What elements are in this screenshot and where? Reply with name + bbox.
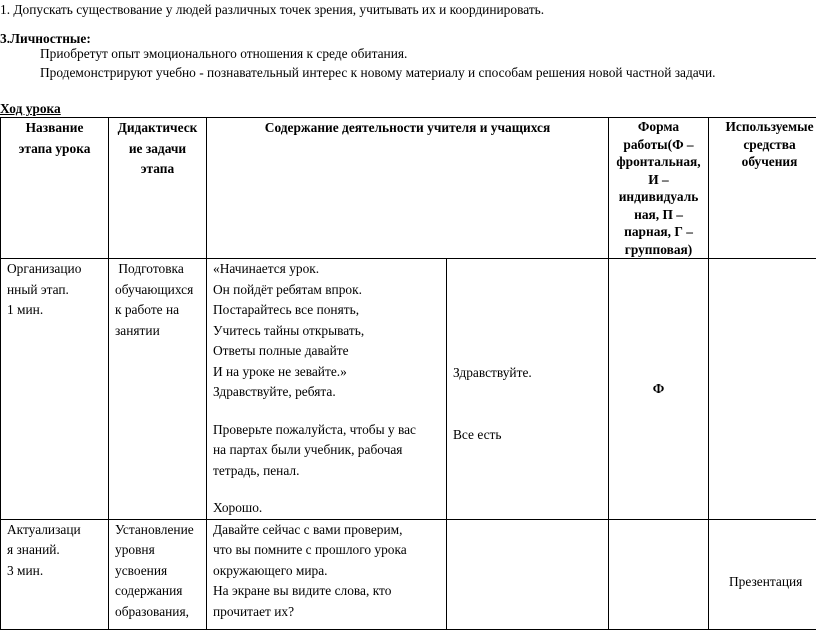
row1-means <box>709 259 816 520</box>
row2-students <box>447 519 609 629</box>
header-content: Содержание деятельности учителя и учащихся <box>207 118 609 259</box>
header-form: Форма работы(Ф – фронтальная, И – индивидуаль ная, П – парная, Г – групповая) <box>609 118 709 259</box>
intro-line-1: 1. Допускать существование у людей различных точек зрения, учитывать их и координировать. <box>0 0 544 20</box>
table-row <box>1 519 816 629</box>
table-row <box>1 259 816 520</box>
header-means: Используемые средства обучения <box>709 118 816 259</box>
row2-teacher: Давайте сейчас с вами проверим, что вы помните с прошлого урока окружающего мира. На экране вы видите слова, кто прочитает их? <box>207 519 447 629</box>
row1-stage: Организацио нный этап. 1 мин. <box>1 259 109 520</box>
row1-form: Ф <box>609 259 709 520</box>
row1-tasks: Подготовка обучающихся к работе на занятии <box>109 259 207 520</box>
row1-students: Здравствуйте. Все есть <box>447 259 609 520</box>
intro-line-2: Приобретут опыт эмоционального отношения к среде обитания. <box>40 44 407 64</box>
intro-line-3: Продемонстрируют учебно - познавательный интерес к новому материалу и способам решения новой частной задачи. <box>40 63 715 83</box>
header-stage: Название этапа урока <box>1 118 109 259</box>
row2-tasks: Установление уровня усвоения содержания образования, <box>109 519 207 629</box>
row1-teacher: «Начинается урок. Он пойдёт ребятам впрок. Постарайтесь все понять, Учитесь тайны открывать, Ответы полные давайте И на уроке не зевайте.» Здравствуйте, ребята. Проверьте пожалуйста, чтобы у вас на партах были учебник, рабочая тетрадь, пенал. Хорошо. <box>207 259 447 520</box>
section-title: 3.Личностные: <box>0 29 91 49</box>
lesson-heading: Ход урока <box>0 99 61 119</box>
lesson-table <box>0 117 816 630</box>
header-tasks: Дидактическ ие задачи этапа <box>109 118 207 259</box>
table-header-row <box>1 118 816 259</box>
row2-stage: Актуализаци я знаний. 3 мин. <box>1 519 109 629</box>
row2-form <box>609 519 709 629</box>
row2-means: Презентация <box>709 519 816 629</box>
